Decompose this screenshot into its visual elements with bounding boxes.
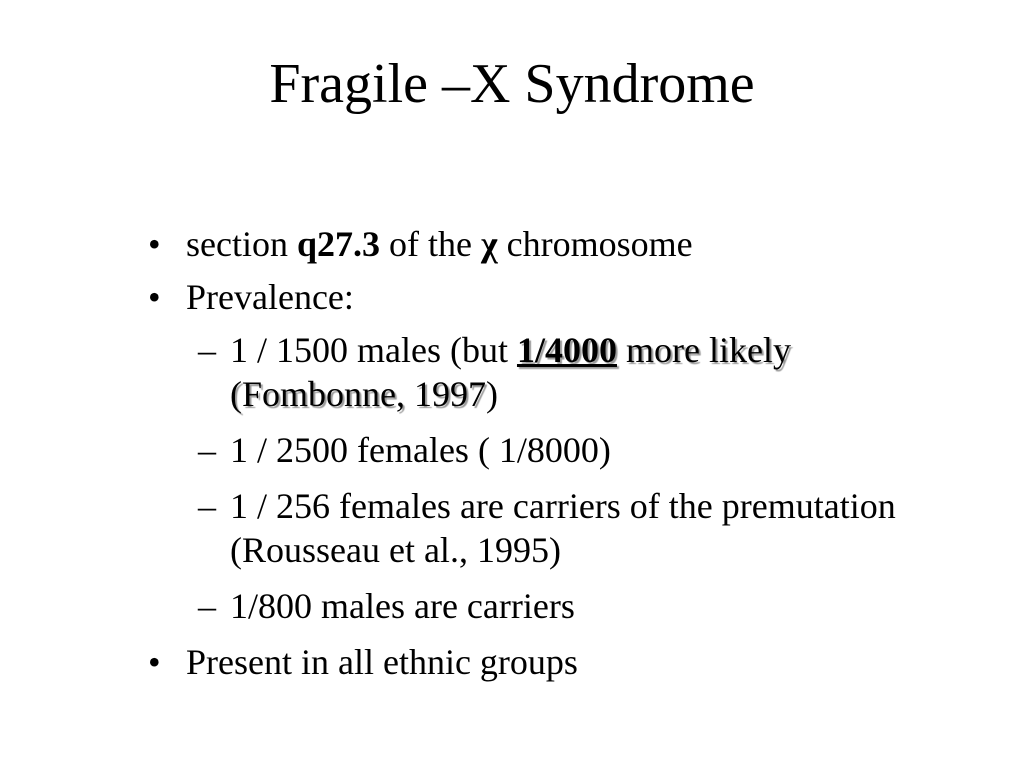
sub-item-male-carriers: [148, 584, 908, 628]
item-text: 1 / 2500 females ( 1/8000): [230, 430, 611, 470]
item-text-post: chromosome: [497, 224, 693, 264]
bullet-item-chromosome-location: [148, 222, 908, 266]
item-text: 1 / 256 females are carriers of the premutation (Rousseau et al., 1995): [230, 486, 896, 570]
item-text-mid: of the: [380, 224, 481, 264]
slide-title: Fragile –X Syndrome: [269, 53, 755, 115]
item-text-pre: section: [186, 224, 297, 264]
emphasized-ratio: 1/4000: [516, 330, 617, 370]
item-text-pre: 1 / 1500 males (but: [230, 330, 517, 370]
bullet-marker: •: [148, 224, 161, 264]
item-text: Present in all ethnic groups: [186, 642, 578, 682]
bullet-marker: •: [148, 277, 161, 317]
dash-marker: –: [198, 330, 216, 370]
dash-marker: –: [198, 586, 216, 626]
sub-item-females-prevalence: [148, 428, 908, 472]
chi-symbol: χ: [480, 224, 498, 264]
bullet-list: [148, 222, 908, 693]
bullet-item-prevalence: [148, 275, 908, 319]
shadowed-citation-text: more likely (Fombonne, 1997: [230, 330, 791, 414]
item-text: 1/800 males are carriers: [230, 586, 575, 626]
chromosome-locus: q27.3: [296, 224, 381, 264]
bullet-item-ethnic-groups: [148, 640, 908, 684]
dash-marker: –: [198, 486, 216, 526]
dash-marker: –: [198, 430, 216, 470]
bullet-marker: •: [148, 642, 161, 682]
item-text-post: ): [486, 374, 498, 414]
sub-item-males-prevalence: [148, 328, 908, 416]
item-text: Prevalence:: [186, 277, 354, 317]
sub-item-female-carriers: [148, 484, 908, 572]
